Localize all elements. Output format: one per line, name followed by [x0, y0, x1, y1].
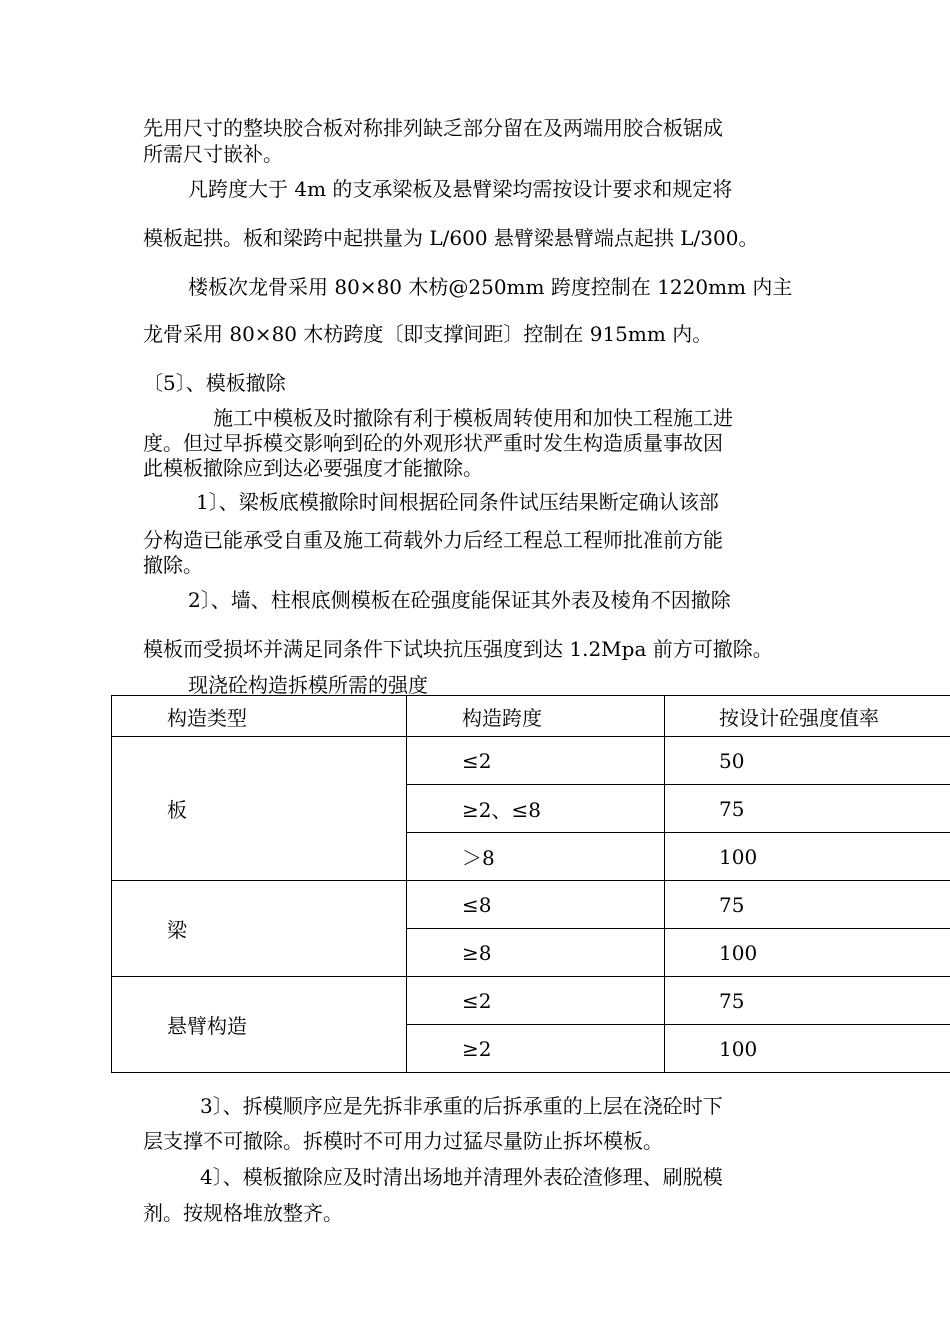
span-cell: ≥2、≤8 [407, 785, 665, 833]
paragraph-line: 施工中模板及时撤除有利于模板周转使用和加快工程施工进 [213, 406, 733, 430]
rate-cell: 100 [665, 833, 950, 881]
paragraph-line: 龙骨采用 80×80 木枋跨度〔即支撑间距〕控制在 915mm 内。 [143, 322, 713, 346]
table-row [112, 977, 950, 1025]
paragraph-line: 此模板撤除应到达必要强度才能撤除。 [143, 456, 483, 480]
paragraph-line: 模板而受损坏并满足同条件下试块抗压强度到达 1.2Mpa 前方可撤除。 [143, 637, 773, 661]
paragraph-line: 剂。按规格堆放整齐。 [143, 1201, 343, 1225]
span-cell: ≥8 [407, 929, 665, 977]
rate-cell: 50 [665, 737, 950, 785]
structure-type-cell: 板 [112, 737, 407, 881]
span-cell: ＞8 [407, 833, 665, 881]
paragraph-line: 2〕、墙、柱根底侧模板在砼强度能保证其外表及棱角不因撤除 [188, 588, 731, 612]
rate-cell: 75 [665, 785, 950, 833]
paragraph-line: 所需尺寸嵌补。 [143, 142, 283, 166]
paragraph-line: 层支撑不可撤除。拆模时不可用力过猛尽量防止拆坏模板。 [143, 1129, 663, 1153]
rate-cell: 75 [665, 881, 950, 929]
table-header-cell: 构造跨度 [407, 696, 665, 737]
table-row [112, 737, 950, 785]
paragraph-line: 楼板次龙骨采用 80×80 木枋@250mm 跨度控制在 1220mm 内主 [188, 275, 793, 299]
span-cell: ≥2 [407, 1025, 665, 1073]
rate-cell: 100 [665, 1025, 950, 1073]
paragraph-line: 凡跨度大于 4m 的支承梁板及悬臂梁均需按设计要求和规定将 [188, 177, 733, 201]
paragraph-line: 模板起拱。板和梁跨中起拱量为 L/600 悬臂梁悬臂端点起拱 L/300。 [143, 226, 759, 250]
rate-cell: 100 [665, 929, 950, 977]
span-cell: ≤2 [407, 977, 665, 1025]
strength-table [111, 695, 950, 1073]
paragraph-line: 4〕、模板撤除应及时清出场地并清理外表砼渣修理、刷脱模 [200, 1165, 723, 1189]
paragraph-line: 先用尺寸的整块胶合板对称排列缺乏部分留在及两端用胶合板锯成 [143, 116, 723, 140]
span-cell: ≤2 [407, 737, 665, 785]
table-header-cell: 构造类型 [112, 696, 407, 737]
span-cell: ≤8 [407, 881, 665, 929]
table-header-row [112, 696, 950, 737]
paragraph-line: 度。但过早拆模交影响到砼的外观形状严重时发生构造质量事故因 [143, 431, 723, 455]
paragraph-line: 3〕、拆模顺序应是先拆非承重的后拆承重的上层在浇砼时下 [200, 1094, 723, 1118]
structure-type-cell: 梁 [112, 881, 407, 977]
table-caption: 现浇砼构造拆模所需的强度 [188, 673, 428, 697]
paragraph-line: 分构造已能承受自重及施工荷载外力后经工程总工程师批准前方能 [143, 528, 723, 552]
section-heading: 〔5〕、模板撤除 [143, 371, 286, 395]
rate-cell: 75 [665, 977, 950, 1025]
structure-type-cell: 悬臂构造 [112, 977, 407, 1073]
paragraph-line: 1〕、梁板底模撤除时间根据砼同条件试压结果断定确认该部 [196, 490, 719, 514]
table-header-cell: 按设计砼强度值率 [665, 696, 950, 737]
paragraph-line: 撤除。 [143, 553, 203, 577]
table-row [112, 881, 950, 929]
